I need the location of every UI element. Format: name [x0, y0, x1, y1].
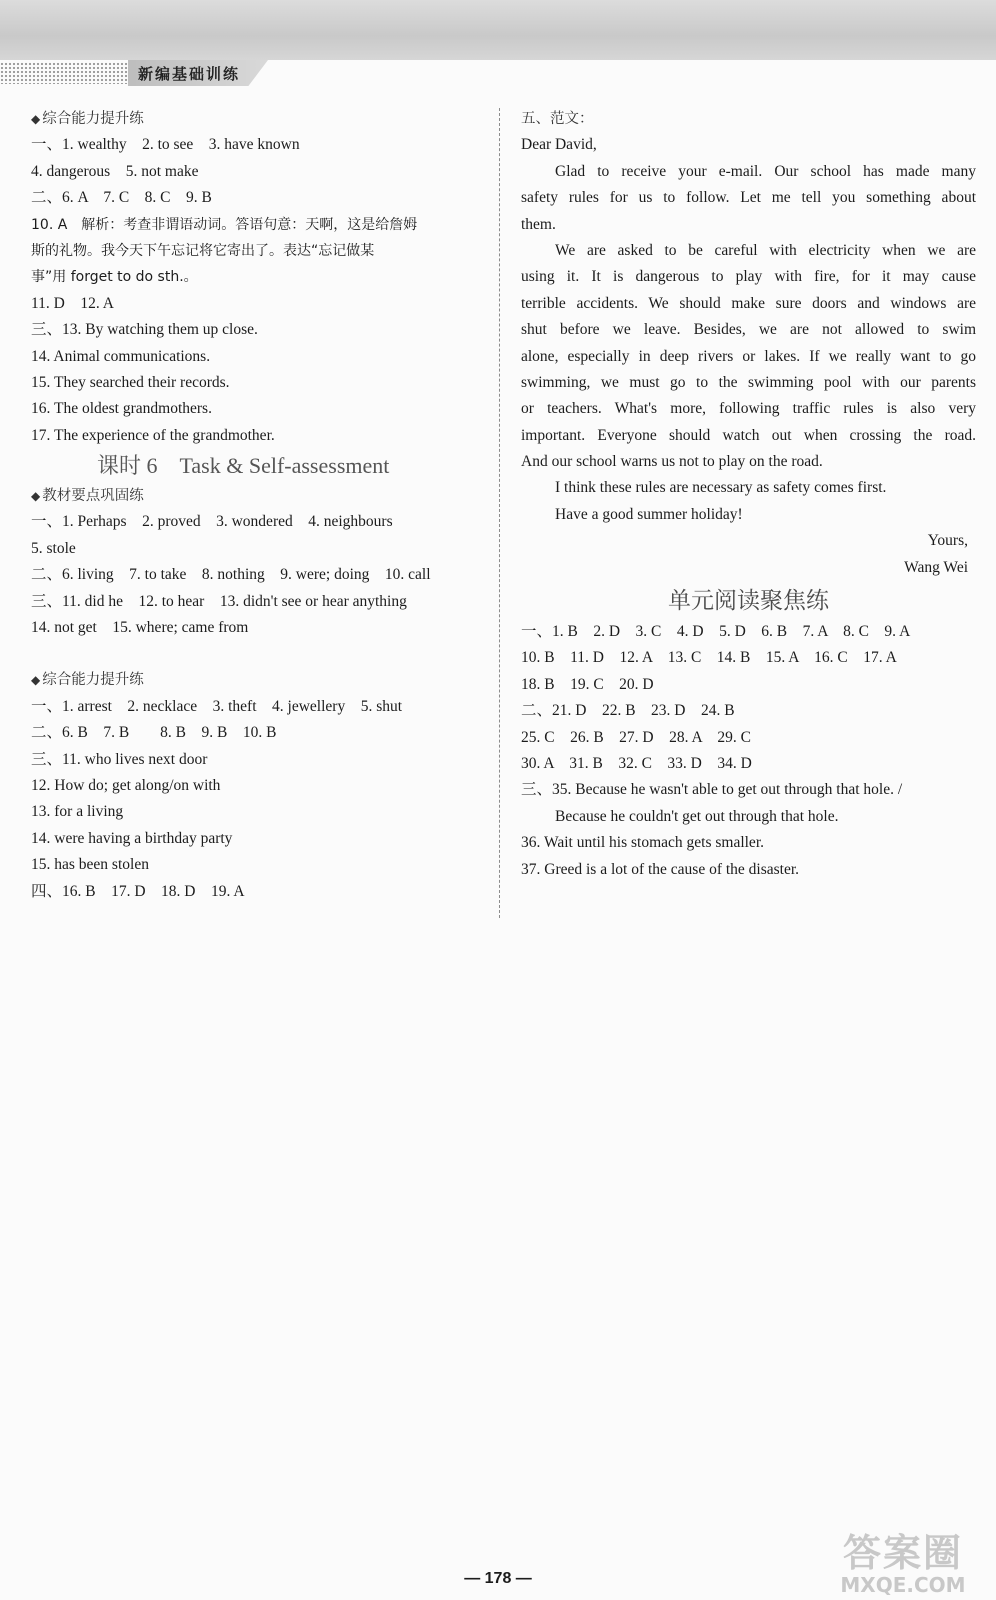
section-heading: ◆ 教材要点巩固练 [31, 488, 144, 505]
answer-line: 一、1. Perhaps 2. proved 3. wondered 4. neighbours [31, 513, 393, 531]
answer-line: 三、11. did he 12. to hear 13. didn't see or hear anything [31, 592, 407, 610]
essay-line: swimming, we must go to the swimming pool with our parents [521, 373, 976, 391]
right-column [521, 106, 976, 883]
diamond-icon: ◆ [31, 489, 41, 504]
answer-line: 二、6. living 7. to take 8. nothing 9. were; doing 10. call [31, 566, 431, 584]
diamond-icon: ◆ [31, 112, 41, 126]
essay-line: or teachers. What's more, following traffic rules is also very [521, 400, 976, 418]
section-heading: ◆ 综合能力提升练 [31, 111, 144, 127]
answer-line: 12. How do; get along/on with [31, 776, 221, 794]
answer-line: 10. A 解析：考查非谓语动词。答语句意：天啊，这是给詹姆 [31, 216, 418, 233]
answer-line: 17. The experience of the grandmother. [31, 426, 275, 444]
header-band [0, 0, 996, 60]
essay-line: I think these rules are necessary as safety comes first. [555, 479, 887, 497]
answer-line: 一、1. wealthy 2. to see 3. have known [31, 136, 300, 154]
answer-line: 36. Wait until his stomach gets smaller. [521, 834, 764, 852]
answer-line: 37. Greed is a lot of the cause of the disaster. [521, 860, 800, 878]
answer-line: 10. B 11. D 12. A 13. C 14. B 15. A 16. C 17. A [521, 649, 897, 667]
watermark-text: 答案圈 [842, 1531, 963, 1575]
answer-line: 13. for a living [31, 803, 124, 821]
answer-line: 二、21. D 22. B 23. D 24. B [521, 702, 735, 720]
section-heading: ◆ 综合能力提升练 [31, 672, 144, 689]
answer-line: 16. The oldest grandmothers. [31, 400, 212, 418]
answer-line: 11. D 12. A [31, 294, 114, 312]
answer-line: 三、11. who lives next door [31, 750, 208, 768]
answer-line: 二、6. B 7. B 8. B 9. B 10. B [31, 724, 277, 742]
spacer [31, 641, 486, 667]
essay-label: 五、范文： [521, 111, 594, 127]
header-dot-pattern [0, 62, 130, 84]
answer-line: 二、6. A 7. C 8. C 9. B [31, 189, 212, 207]
answer-line: 三、35. Because he wasn't able to get out through that hole. / [521, 781, 903, 799]
focus-section-title: 单元阅读聚焦练 [668, 588, 829, 614]
answer-line: 14. Animal communications. [31, 347, 211, 365]
essay-line: We are asked to be careful with electricity when we are [555, 241, 976, 259]
watermark-url: MXQE.COM [840, 1573, 966, 1597]
essay-signature: Wang Wei [904, 558, 968, 576]
answer-line: 15. has been stolen [31, 856, 149, 874]
watermark-logo [818, 1522, 988, 1597]
column-divider [499, 108, 500, 918]
essay-line: important. Everyone should watch out when crossing the road. [521, 426, 976, 444]
essay-line: safety rules for us to follow. Let me tell you something about [521, 189, 976, 207]
lesson-title: 课时 6 Task & Self-assessment [97, 453, 390, 479]
answer-line: 14. not get 15. where; came from [31, 619, 249, 637]
essay-line: Glad to receive your e-mail. Our school has made many [555, 162, 976, 180]
header-title: 新编基础训练 [138, 67, 241, 83]
essay-line: Have a good summer holiday! [555, 505, 743, 523]
answer-line: 四、16. B 17. D 18. D 19. A [31, 882, 245, 900]
essay-line: using it. It is dangerous to play with fire, for it may cause [521, 268, 976, 286]
answer-line: 14. were having a birthday party [31, 829, 233, 847]
answer-line: 25. C 26. B 27. D 28. A 29. C [521, 728, 751, 746]
answer-line: 4. dangerous 5. not make [31, 162, 199, 180]
answer-line: 斯的礼物。我今天下午忘记将它寄出了。表达“忘记做某 [31, 242, 375, 259]
diamond-icon: ◆ [31, 673, 41, 688]
answer-line: 一、1. arrest 2. necklace 3. theft 4. jewellery 5. shut [31, 697, 403, 715]
essay-salutation: Dear David, [521, 136, 597, 154]
essay-closing: Yours, [927, 532, 968, 550]
essay-line: shut before we leave. Besides, we are not allowed to swim [521, 321, 976, 339]
answer-line: 18. B 19. C 20. D [521, 675, 654, 693]
answer-line: 15. They searched their records. [31, 373, 230, 391]
answer-line: 5. stole [31, 539, 76, 557]
answer-line: 30. A 31. B 32. C 33. D 34. D [521, 754, 752, 772]
answer-line: 三、13. By watching them up close. [31, 321, 258, 339]
essay-line: And our school warns us not to play on the road. [521, 453, 823, 471]
essay-line: alone, especially in deep rivers or lakes. If we really want to go [521, 347, 976, 365]
essay-line: them. [521, 215, 556, 233]
answer-line: 一、1. B 2. D 3. C 4. D 5. D 6. B 7. A 8. C 9. A [521, 623, 911, 641]
left-column [31, 106, 486, 905]
page-number: — 178 — [464, 1570, 532, 1587]
answer-line: Because he couldn't get out through that hole. [555, 807, 839, 825]
essay-line: terrible accidents. We should make sure doors and windows are [521, 294, 976, 312]
answer-line: 事”用 forget to do sth.。 [31, 269, 198, 286]
